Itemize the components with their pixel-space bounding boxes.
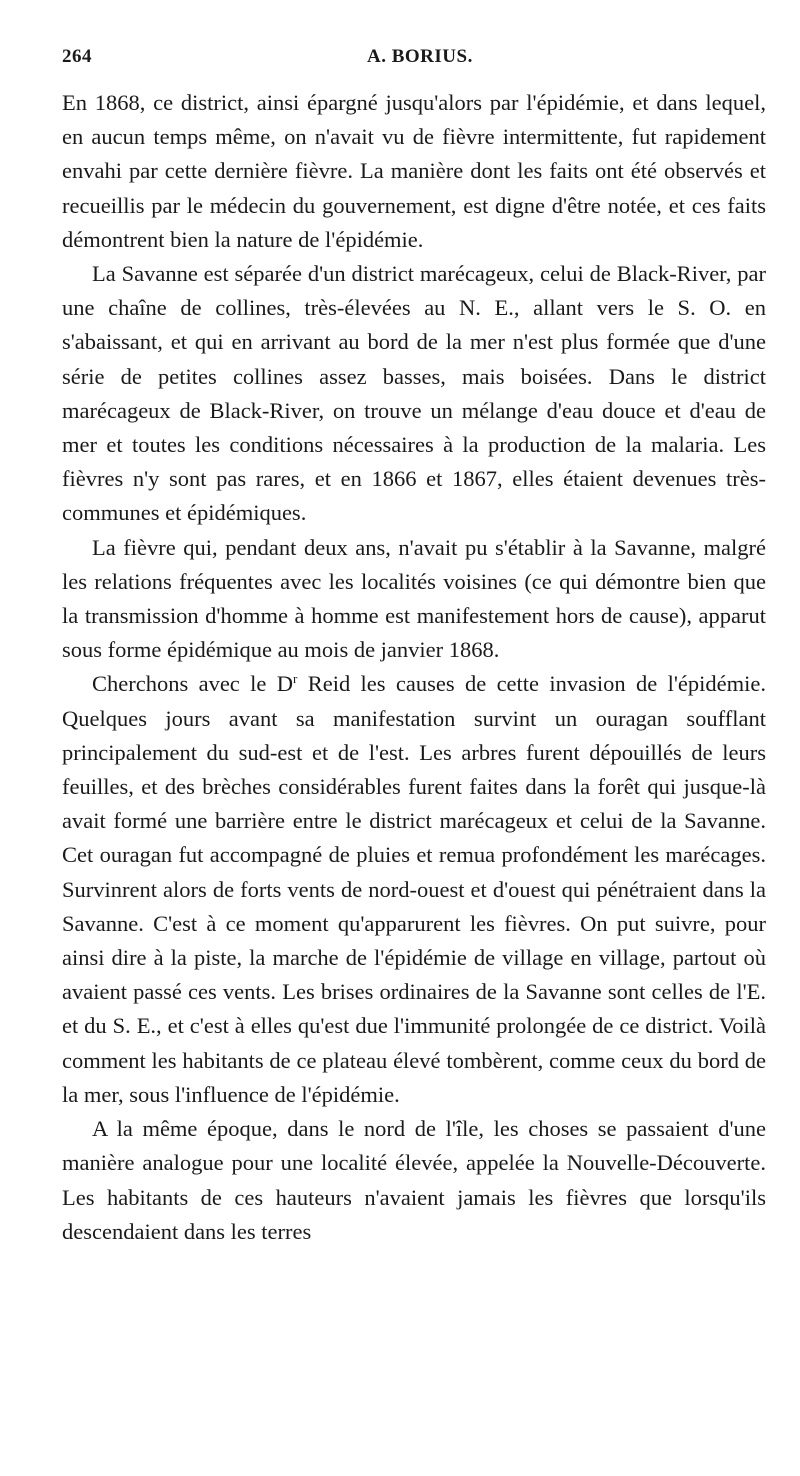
paragraph-4-start: Cherchons avec le D <box>92 671 293 697</box>
running-head <box>62 46 752 76</box>
doctor-abbrev-superscript: r <box>293 671 298 687</box>
page-number: 264 <box>62 46 92 67</box>
running-title: A. BORIUS. <box>367 46 473 67</box>
paragraph-5: A la même époque, dans le nord de l'île, les choses se passaient d'une manière analogue pour une localité élevée, appelée la Nouvelle-Découverte. Les habitants de ces hauteurs n'avaient jamais les fièvres que lorsqu'ils descendaient dans les terres <box>62 1116 766 1244</box>
paragraph-4 <box>62 667 766 1112</box>
paragraph-3: La fièvre qui, pendant deux ans, n'avait pu s'établir à la Savanne, malgré les relations fréquentes avec les localités voisines (ce qui démontre bien que la transmission d'homme à homme est manifestement hors de cause), apparut sous forme épidémique au mois de janvier 1868. <box>62 534 766 663</box>
paragraph-2: La Savanne est séparée d'un district marécageux, celui de Black-River, par une chaîne de collines, très-élevées au N. E., allant vers le S. O. en s'abaissant, et qui en arrivant au bord de la mer n'est plus formée que d'une série de petites collines assez basses, mais boisées. Dans le district marécageux de Black-River, on trouve un mélange d'eau douce et d'eau de mer et toutes les conditions nécessaires à la production de la malaria. Les fièvres n'y sont pas rares, et en 1866 et 1867, elles étaient devenues très-communes et épidémiques. <box>62 261 766 526</box>
paragraph-1: En 1868, ce district, ainsi épargné jusqu'alors par l'épidémie, et dans lequel, en aucun temps même, on n'avait vu de fièvre intermittente, fut rapidement envahi par cette dernière fièvre. La manière dont les faits ont été observés et recueillis par le médecin du gouvernement, est digne d'être notée, et ces faits démontrent bien la nature de l'épidémie. <box>62 90 766 252</box>
body-text <box>62 86 766 1249</box>
paragraph-4-rest: Reid les causes de cette invasion de l'épidémie. Quelques jours avant sa manifestation survint un ouragan soufflant principalement du sud-est et de l'est. Les arbres furent dépouillés de leurs feuilles, et des brèches considérables furent faites dans la forêt qui jusque-là avait formé une barrière entre le district marécageux et celui de la Savanne. Cet ouragan fut accompagné de pluies et remua profondément les marécages. Survinrent alors de forts vents de nord-ouest et d'ouest qui pénétraient dans la Savanne. C'est à ce moment qu'apparurent les fièvres. On put suivre, pour ainsi dire à la piste, la marche de l'épidémie de village en village, partout où avaient passé ces vents. Les brises ordinaires de la Savanne sont celles de l'E. et du S. E., et c'est à elles qu'est due l'immunité prolongée de ce district. Voilà comment les habitants de ce plateau élevé tombèrent, comme ceux du bord de la mer, sous l'influence de l'épidémie. <box>62 671 766 1107</box>
